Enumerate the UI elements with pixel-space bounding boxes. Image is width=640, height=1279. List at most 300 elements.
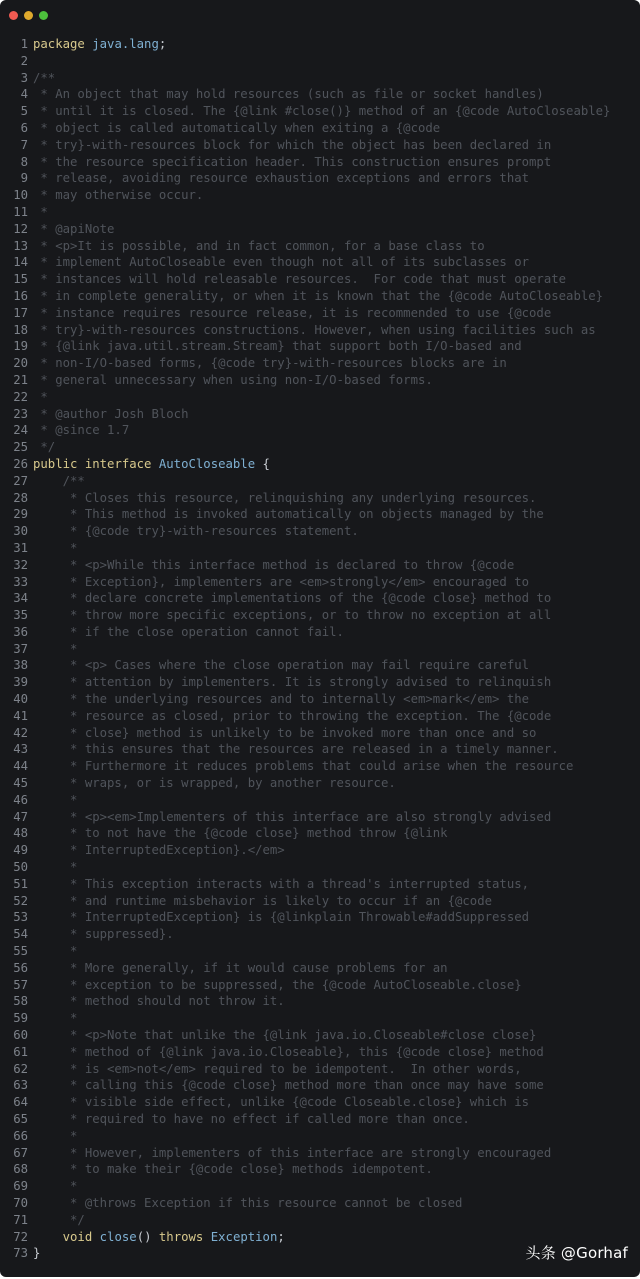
line-source	[33, 825, 448, 842]
maximize-window-icon[interactable]	[39, 11, 48, 20]
code-line	[0, 708, 640, 725]
code-token: * InterruptedException}.</em>	[33, 843, 285, 858]
code-line	[0, 70, 640, 87]
code-token: Exception	[210, 1229, 278, 1244]
line-number: 1	[20, 37, 28, 51]
code-token: throws	[158, 1229, 204, 1244]
code-token: * try}-with-resources constructions. However, when using facilities such as	[33, 322, 596, 337]
line-source	[33, 221, 114, 238]
line-source	[33, 893, 492, 910]
code-line	[0, 590, 640, 607]
code-token: * More generally, if it would cause problems for an	[33, 960, 448, 975]
code-token: * <p>It is possible, and in fact common, for a base class to	[33, 238, 485, 253]
code-line	[0, 322, 640, 339]
line-number: 42	[13, 725, 28, 740]
line-source	[33, 473, 85, 490]
code-line	[0, 792, 640, 809]
line-number: 53	[13, 910, 28, 925]
code-token: * @since 1.7	[33, 423, 130, 438]
code-token: * instances will hold releasable resources. For code that must operate	[33, 272, 567, 287]
code-token: * implement AutoCloseable even though not all of its subclasses or	[33, 255, 530, 270]
code-token: * the underlying resources and to internally <em>mark</em> the	[33, 692, 530, 707]
code-line	[0, 1212, 640, 1229]
code-line	[0, 1161, 640, 1178]
code-line	[0, 271, 640, 288]
line-source	[33, 876, 529, 893]
code-token: *	[33, 860, 78, 875]
line-number: 49	[13, 843, 28, 858]
line-number: 40	[13, 692, 28, 707]
code-token: * <p>Note that unlike the {@link java.io.Closeable#close close}	[33, 1028, 537, 1043]
line-number: 6	[20, 120, 28, 135]
line-number: 28	[13, 490, 28, 505]
line-number: 62	[13, 1061, 28, 1076]
code-token	[92, 1230, 99, 1244]
code-token: * wraps, or is wrapped, by another resource.	[33, 776, 396, 791]
code-token: * Closes this resource, relinquishing any underlying resources.	[33, 490, 537, 505]
line-source	[33, 792, 77, 809]
line-number: 50	[13, 860, 28, 875]
code-line	[0, 36, 640, 53]
code-line	[0, 389, 640, 406]
line-source	[33, 607, 551, 624]
code-token: *	[33, 1128, 78, 1143]
line-number: 66	[13, 1128, 28, 1143]
line-number: 65	[13, 1112, 28, 1126]
line-number: 22	[13, 389, 28, 404]
line-number: 68	[13, 1162, 28, 1177]
code-token: * InterruptedException} is {@linkplain Throwable#addSuppressed	[33, 910, 530, 925]
code-line	[0, 1044, 640, 1061]
line-source	[33, 624, 344, 641]
line-number: 10	[13, 188, 28, 203]
code-line	[0, 859, 640, 876]
line-number: 44	[13, 759, 28, 774]
line-source	[33, 439, 55, 456]
line-source	[33, 120, 440, 137]
line-source	[33, 1178, 77, 1195]
line-number: 32	[13, 557, 28, 572]
code-line	[0, 624, 640, 641]
code-token: * An object that may hold resources (such as file or socket handles)	[33, 87, 544, 102]
line-source	[33, 70, 55, 87]
line-source	[33, 842, 285, 859]
line-source	[33, 322, 596, 339]
code-token: *	[33, 1011, 78, 1026]
code-line	[0, 204, 640, 221]
code-token	[203, 1230, 210, 1244]
code-token: * object is called automatically when exiting a {@code	[33, 120, 441, 135]
code-line	[0, 355, 640, 372]
code-line	[0, 506, 640, 523]
code-line	[0, 876, 640, 893]
line-source	[33, 305, 551, 322]
line-source	[33, 1044, 544, 1061]
line-source	[33, 1010, 77, 1027]
line-source	[33, 1094, 529, 1111]
code-line	[0, 960, 640, 977]
code-line	[0, 406, 640, 423]
line-number: 34	[13, 591, 28, 606]
code-line	[0, 1195, 640, 1212]
code-token: * general unnecessary when using non-I/O-based forms.	[33, 372, 433, 387]
code-line	[0, 473, 640, 490]
code-line	[0, 456, 640, 473]
code-line	[0, 154, 640, 171]
line-number: 52	[13, 893, 28, 908]
code-line	[0, 523, 640, 540]
line-source	[33, 758, 573, 775]
code-line	[0, 1111, 640, 1128]
line-number: 15	[13, 272, 28, 287]
code-token: ;	[277, 1229, 285, 1244]
line-number: 31	[13, 540, 28, 555]
line-source	[33, 926, 174, 943]
line-source	[33, 909, 529, 926]
line-source	[33, 674, 551, 691]
line-source	[33, 204, 48, 221]
code-token: * method of {@link java.io.Closeable}, this {@code close} method	[33, 1044, 544, 1059]
line-number: 48	[13, 826, 28, 841]
code-token: * method should not throw it.	[33, 994, 285, 1009]
code-token: * throw more specific exceptions, or to throw no exception at all	[33, 608, 552, 623]
line-source	[33, 254, 529, 271]
code-line	[0, 53, 640, 70]
line-number: 25	[13, 440, 28, 455]
line-number: 14	[13, 255, 28, 270]
window-titlebar	[0, 0, 640, 30]
code-line	[0, 238, 640, 255]
code-token: */	[33, 440, 56, 455]
line-number: 54	[13, 927, 28, 942]
code-line	[0, 1061, 640, 1078]
code-line	[0, 741, 640, 758]
line-number: 27	[13, 473, 28, 488]
code-token: * release, avoiding resource exhaustion exceptions and errors that	[33, 171, 530, 186]
code-token: * attention by implementers. It is strongly advised to relinquish	[33, 675, 552, 690]
code-token: * @apiNote	[33, 221, 115, 236]
code-token: ;	[158, 37, 167, 51]
line-number: 64	[13, 1095, 28, 1110]
code-token: * @throws Exception if this resource cannot be closed	[33, 1195, 463, 1210]
line-number: 26	[13, 456, 28, 471]
code-token: * Exception}, implementers are <em>strongly</em> encouraged to	[33, 574, 530, 589]
line-source	[33, 540, 77, 557]
code-token: * This method is invoked automatically on objects managed by the	[33, 507, 544, 522]
line-number: 11	[13, 204, 28, 219]
code-token: {	[255, 456, 270, 471]
code-line	[0, 103, 640, 120]
line-source	[33, 506, 544, 523]
code-token: /**	[33, 70, 56, 85]
code-token	[33, 1230, 63, 1244]
line-source	[33, 809, 551, 826]
code-line	[0, 170, 640, 187]
code-line	[0, 691, 640, 708]
code-token: close	[99, 1229, 137, 1244]
code-line	[0, 557, 640, 574]
code-token: *	[33, 792, 78, 807]
line-number: 51	[13, 876, 28, 891]
code-line	[0, 1010, 640, 1027]
code-line	[0, 1094, 640, 1111]
code-line	[0, 893, 640, 910]
line-number: 45	[13, 776, 28, 791]
line-source	[33, 657, 529, 674]
line-number: 16	[13, 288, 28, 303]
line-source	[33, 456, 270, 473]
line-source	[33, 943, 77, 960]
line-source	[33, 1195, 462, 1212]
code-token: * declare concrete implementations of the {@code close} method to	[33, 591, 552, 606]
code-token: *	[33, 204, 48, 219]
code-token: package	[33, 37, 85, 51]
code-token: * Furthermore it reduces problems that could arise when the resource	[33, 759, 574, 774]
code-line	[0, 1077, 640, 1094]
line-number: 17	[13, 305, 28, 320]
line-source	[33, 1128, 77, 1145]
code-token: * non-I/O-based forms, {@code try}-with-resources blocks are in	[33, 356, 507, 371]
code-token: * this ensures that the resources are released in a timely manner.	[33, 742, 559, 757]
code-token	[151, 457, 158, 471]
line-source	[33, 741, 559, 758]
line-number: 39	[13, 675, 28, 690]
line-number: 69	[13, 1179, 28, 1194]
line-source	[33, 154, 551, 171]
line-source	[33, 338, 522, 355]
line-number: 59	[13, 1011, 28, 1026]
line-source	[33, 523, 359, 540]
code-token: * and runtime misbehavior is likely to occur if an {@code	[33, 893, 493, 908]
code-token: * {@link java.util.stream.Stream} that support both I/O-based and	[33, 339, 522, 354]
line-source	[33, 977, 522, 994]
code-token: public	[33, 456, 78, 471]
line-number: 21	[13, 372, 28, 387]
code-token: * <p><em>Implementers of this interface are also strongly advised	[33, 809, 552, 824]
code-token: *	[33, 540, 78, 555]
line-source	[33, 1161, 433, 1178]
line-source	[33, 708, 551, 725]
code-line	[0, 674, 640, 691]
code-token: * required to have no effect if called more than once.	[33, 1112, 470, 1126]
line-source	[33, 1111, 470, 1128]
line-number: 57	[13, 977, 28, 992]
code-token: * exception to be suppressed, the {@code AutoCloseable.close}	[33, 977, 522, 992]
code-line	[0, 607, 640, 624]
code-token: * This exception interacts with a thread's interrupted status,	[33, 876, 530, 891]
line-source	[33, 1027, 536, 1044]
code-token: */	[33, 1212, 85, 1227]
code-token: java.lang	[92, 37, 159, 51]
code-token: *	[33, 944, 78, 959]
code-token: * calling this {@code close} method more than once may have some	[33, 1078, 544, 1093]
code-token: * until it is closed. The {@link #close()} method of an {@code AutoCloseable}	[33, 104, 611, 119]
line-source	[33, 170, 529, 187]
code-line	[0, 221, 640, 238]
line-number: 23	[13, 406, 28, 421]
code-token: *	[33, 1179, 78, 1194]
code-token: * instance requires resource release, it is recommended to use {@code	[33, 305, 552, 320]
line-number: 41	[13, 708, 28, 723]
line-source	[33, 288, 603, 305]
code-line	[0, 909, 640, 926]
line-source	[33, 1212, 85, 1229]
code-line	[0, 993, 640, 1010]
line-number: 35	[13, 608, 28, 623]
code-line	[0, 86, 640, 103]
line-number: 73	[13, 1246, 28, 1261]
close-window-icon[interactable]	[9, 11, 18, 20]
line-source	[33, 422, 129, 439]
line-source	[33, 725, 536, 742]
code-token: * @author Josh Bloch	[33, 406, 189, 421]
code-line	[0, 288, 640, 305]
code-token: }	[33, 1246, 41, 1261]
code-token: void	[62, 1229, 93, 1244]
code-line	[0, 825, 640, 842]
line-number: 55	[13, 944, 28, 959]
line-source	[33, 389, 48, 406]
line-number: 9	[20, 171, 28, 186]
line-source	[33, 859, 77, 876]
line-number: 5	[20, 104, 28, 119]
line-number: 33	[13, 574, 28, 589]
line-source	[33, 355, 507, 372]
code-token: * may otherwise occur.	[33, 188, 204, 203]
code-token: ()	[136, 1229, 159, 1244]
line-source	[33, 557, 514, 574]
line-source	[33, 993, 285, 1010]
code-line	[0, 657, 640, 674]
code-line	[0, 137, 640, 154]
line-source	[33, 187, 203, 204]
code-token: * resource as closed, prior to throwing the exception. The {@code	[33, 708, 552, 723]
line-source	[33, 271, 566, 288]
line-source	[33, 1245, 40, 1262]
line-number: 63	[13, 1078, 28, 1093]
code-line	[0, 305, 640, 322]
line-number: 67	[13, 1145, 28, 1160]
line-number: 47	[13, 809, 28, 824]
line-source	[33, 490, 536, 507]
code-line	[0, 1178, 640, 1195]
line-number: 72	[13, 1229, 28, 1244]
line-number: 36	[13, 624, 28, 639]
line-source	[33, 691, 529, 708]
line-source	[33, 1145, 551, 1162]
code-token: * the resource specification header. This construction ensures prompt	[33, 154, 552, 169]
code-token: * try}-with-resources block for which the object has been declared in	[33, 137, 552, 152]
code-token: * <p> Cases where the close operation may fail require careful	[33, 658, 530, 673]
code-line	[0, 842, 640, 859]
line-number: 30	[13, 524, 28, 539]
line-source	[33, 36, 166, 53]
code-line	[0, 641, 640, 658]
line-number: 8	[20, 154, 28, 169]
line-source	[33, 137, 551, 154]
code-line	[0, 725, 640, 742]
line-number: 71	[13, 1212, 28, 1227]
code-line	[0, 1027, 640, 1044]
code-line	[0, 422, 640, 439]
code-line	[0, 758, 640, 775]
line-number: 37	[13, 641, 28, 656]
line-source	[33, 775, 396, 792]
code-token: * to not have the {@code close} method throw {@link	[33, 826, 448, 841]
line-number: 2	[20, 53, 28, 68]
line-number: 20	[13, 356, 28, 371]
code-token: AutoCloseable	[158, 456, 256, 471]
code-line	[0, 926, 640, 943]
code-token	[77, 457, 84, 471]
line-source	[33, 1077, 544, 1094]
line-number: 43	[13, 742, 28, 757]
code-token: *	[33, 641, 78, 656]
code-token: * close} method is unlikely to be invoked more than once and so	[33, 725, 537, 740]
code-token: * in complete generality, or when it is known that the {@code AutoCloseable}	[33, 288, 604, 303]
line-source	[33, 86, 544, 103]
code-line	[0, 775, 640, 792]
code-token: * is <em>not</em> required to be idempotent. In other words,	[33, 1061, 522, 1076]
line-number: 24	[13, 423, 28, 438]
code-line	[0, 1128, 640, 1145]
code-line	[0, 338, 640, 355]
line-source	[33, 574, 529, 591]
code-token: * However, implementers of this interface are strongly encouraged	[33, 1145, 552, 1160]
minimize-window-icon[interactable]	[24, 11, 33, 20]
line-source	[33, 960, 448, 977]
line-number: 58	[13, 994, 28, 1009]
code-token: * <p>While this interface method is declared to throw {@code	[33, 557, 515, 572]
line-number: 7	[20, 137, 28, 152]
line-number: 12	[13, 221, 28, 236]
line-number: 60	[13, 1028, 28, 1043]
code-token: *	[33, 389, 48, 404]
code-token: * to make their {@code close} methods idempotent.	[33, 1162, 433, 1177]
code-line	[0, 540, 640, 557]
line-number: 13	[13, 238, 28, 253]
line-source	[33, 372, 433, 389]
line-number: 4	[20, 87, 28, 102]
code-token: * visible side effect, unlike {@code Closeable.close} which is	[33, 1095, 530, 1110]
line-source	[33, 406, 188, 423]
line-number: 61	[13, 1044, 28, 1059]
line-number: 38	[13, 658, 28, 673]
watermark: 头条 @Gorhaf	[525, 1244, 628, 1262]
code-line	[0, 574, 640, 591]
code-line	[0, 439, 640, 456]
code-line	[0, 943, 640, 960]
code-token: * if the close operation cannot fail.	[33, 624, 344, 639]
code-line	[0, 372, 640, 389]
line-number: 3	[20, 70, 28, 85]
line-source	[33, 641, 77, 658]
code-line	[0, 254, 640, 271]
code-line	[0, 490, 640, 507]
code-line	[0, 120, 640, 137]
code-token: interface	[84, 456, 152, 471]
code-token: * {@code try}-with-resources statement.	[33, 524, 359, 539]
code-editor	[0, 36, 640, 1262]
line-number: 46	[13, 792, 28, 807]
line-number: 56	[13, 960, 28, 975]
line-number: 70	[13, 1195, 28, 1210]
line-number: 19	[13, 339, 28, 354]
line-number: 18	[13, 322, 28, 337]
line-source	[33, 1061, 522, 1078]
code-line	[0, 977, 640, 994]
code-line	[0, 1145, 640, 1162]
